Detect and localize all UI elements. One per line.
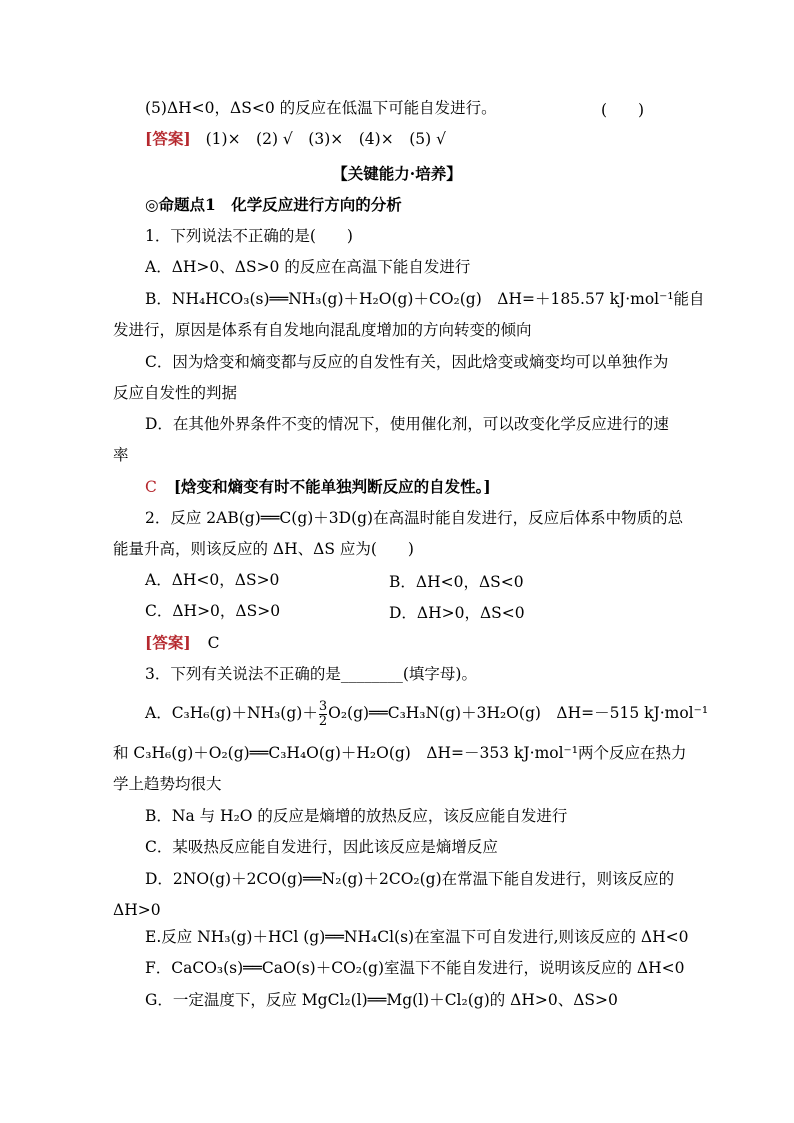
q3-option-a-line1 xyxy=(145,697,715,729)
q1-option-c-line1: C．因为焓变和熵变都与反应的自发性有关，因此焓变或熵变均可以单独作为 xyxy=(145,353,669,371)
answer-label: [答案] xyxy=(145,129,191,148)
item-5-text: (5)ΔH<0，ΔS<0 的反应在低温下可能自发进行。 xyxy=(145,99,497,117)
q3-option-a-line3: 学上趋势均很大 xyxy=(113,775,222,793)
fraction-denominator: 2 xyxy=(318,713,328,729)
answer-line-1 xyxy=(145,129,715,149)
q1-stem: 1．下列说法不正确的是( ) xyxy=(145,227,353,245)
q3-option-f: F．CaCO₃(s)══CaO(s)＋CO₂(g)室温下不能自发进行，说明该反应的 ΔH<0 xyxy=(145,959,685,977)
q1-option-d-line1: D．在其他外界条件不变的情况下，使用催化剂，可以改变化学反应进行的速 xyxy=(145,415,669,433)
q2-answer-text: C xyxy=(207,634,220,652)
q1-option-d-line2: 率 xyxy=(113,446,129,464)
q1-answer-letter: C xyxy=(145,478,157,496)
answer-text: (1)× (2) √ (3)× (4)× (5) √ xyxy=(205,130,446,148)
q3-option-e: E.反应 NH₃(g)＋HCl (g)══NH₄Cl(s)在室温下可自发进行,则该反应的 ΔH<0 xyxy=(145,928,689,946)
section-heading: 【关键能力·培养】 xyxy=(332,164,462,183)
q3-option-c: C．某吸热反应能自发进行，因此该反应是熵增反应 xyxy=(145,838,498,856)
topic-heading: ◎命题点1 化学反应进行方向的分析 xyxy=(145,195,402,214)
q3-option-a-post: O₂(g)══C₃H₃N(g)＋3H₂O(g) ΔH=－515 kJ·mol⁻¹ xyxy=(328,704,709,722)
q2-option-d: D．ΔH>0，ΔS<0 xyxy=(389,604,525,622)
q1-option-b-line1: B．NH₄HCO₃(s)══NH₃(g)＋H₂O(g)＋CO₂(g) ΔH=＋185.57 kJ·mol⁻¹能自 xyxy=(145,290,705,308)
q2-answer xyxy=(145,633,715,653)
q1-option-b-line2: 发进行，原因是体系有自发地向混乱度增加的方向转变的倾向 xyxy=(113,321,532,339)
q3-option-a-pre: A．C₃H₆(g)＋NH₃(g)＋ xyxy=(145,704,318,722)
q3-option-d-line1: D．2NO(g)＋2CO(g)══N₂(g)＋2CO₂(g)在常温下能自发进行，则该反应的 xyxy=(145,870,675,888)
q1-answer xyxy=(145,477,715,497)
q3-option-d-line2: ΔH>0 xyxy=(113,901,161,919)
q2-option-b: B．ΔH<0，ΔS<0 xyxy=(389,573,524,591)
q1-answer-note: [焓变和熵变有时不能单独判断反应的自发性。] xyxy=(173,477,491,496)
q3-option-a-line2: 和 C₃H₆(g)＋O₂(g)══C₃H₄O(g)＋H₂O(g) ΔH=－353 kJ·mol⁻¹两个反应在热力 xyxy=(113,744,687,762)
q2-stem-line2: 能量升高，则该反应的 ΔH、ΔS 应为( ) xyxy=(113,540,414,558)
q2-option-a: A．ΔH<0，ΔS>0 xyxy=(145,571,280,589)
q1-option-c-line2: 反应自发性的判据 xyxy=(113,384,238,402)
q2-answer-label: [答案] xyxy=(145,633,191,652)
q1-option-a: A．ΔH>0、ΔS>0 的反应在高温下能自发进行 xyxy=(145,258,471,276)
q3-stem: 3．下列有关说法不正确的是________(填字母)。 xyxy=(145,665,477,683)
q2-option-c: C．ΔH>0，ΔS>0 xyxy=(145,602,281,620)
item-5-paren: ( ) xyxy=(601,101,645,119)
q3-option-b: B．Na 与 H₂O 的反应是熵增的放热反应，该反应能自发进行 xyxy=(145,807,568,825)
fraction-three-halves xyxy=(319,700,327,729)
q2-stem-line1: 2．反应 2AB(g)══C(g)＋3D(g)在高温时能自发进行，反应后体系中物质的总 xyxy=(145,509,684,527)
fraction-numerator: 3 xyxy=(318,698,328,714)
q3-option-g: G．一定温度下，反应 MgCl₂(l)══Mg(l)＋Cl₂(g)的 ΔH>0、ΔS>0 xyxy=(145,991,618,1009)
